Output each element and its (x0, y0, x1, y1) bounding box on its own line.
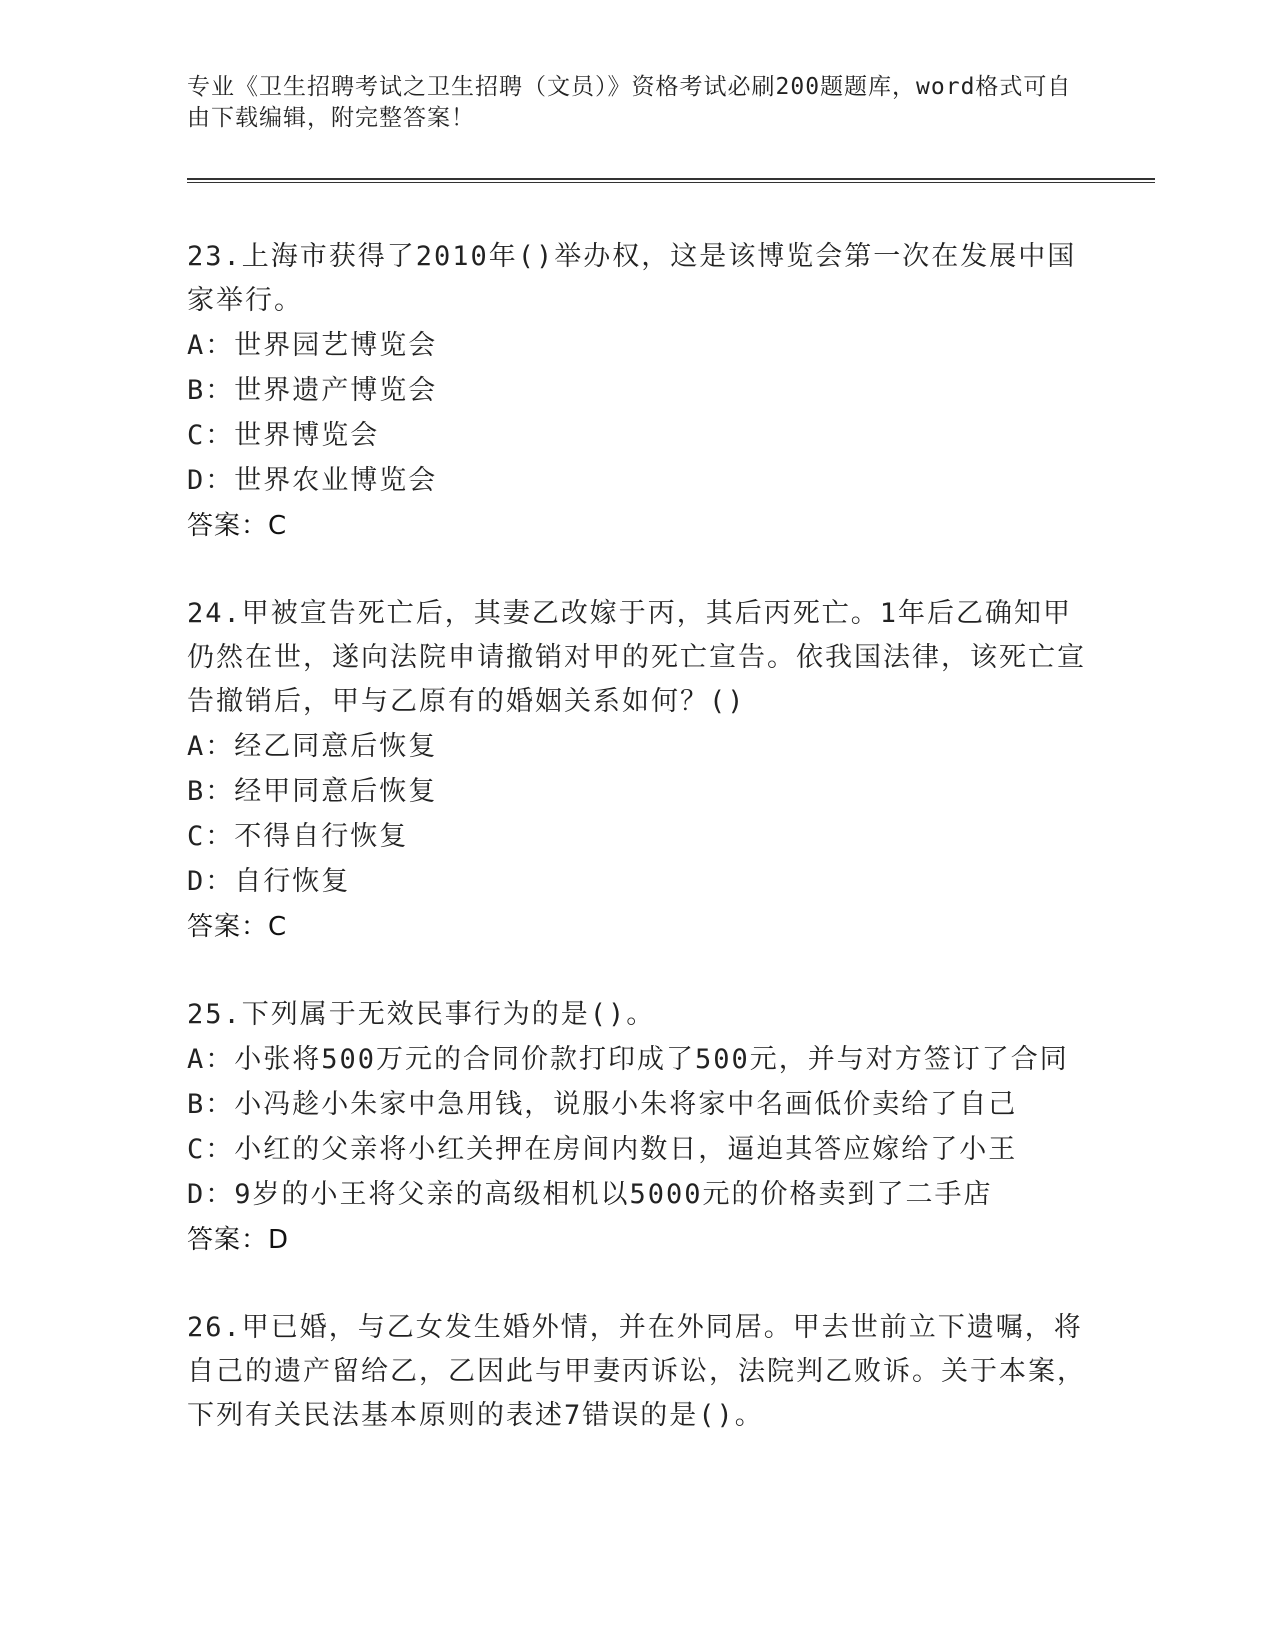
question-list (187, 235, 1087, 1481)
question-24 (187, 592, 1087, 950)
option-c: C：小红的父亲将小红关押在房间内数日，逼迫其答应嫁给了小王 (187, 1134, 1018, 1165)
option-d: D：9岁的小王将父亲的高级相机以5000元的价格卖到了二手店 (187, 1179, 993, 1210)
option-a: A：小张将500万元的合同价款打印成了500元，并与对方签订了合同 (187, 1044, 1069, 1075)
question-25 (187, 993, 1087, 1263)
answer-line: 答案：C (187, 912, 288, 942)
option-b: B：世界遗产博览会 (187, 375, 438, 406)
question-text: 23.上海市获得了2010年()举办权，这是该博览会第一次在发展中国家举行。 (187, 241, 1077, 316)
document-header: 专业《卫生招聘考试之卫生招聘（文员）》资格考试必刷200题题库，word格式可自由下载编辑，附完整答案！ (187, 74, 1072, 131)
question-23 (187, 235, 1087, 549)
option-d: D：自行恢复 (187, 866, 351, 897)
question-26 (187, 1306, 1087, 1438)
question-text: 26.甲已婚，与乙女发生婚外情，并在外同居。甲去世前立下遗嘱，将自己的遗产留给乙，乙因此与甲妻丙诉讼，法院判乙败诉。关于本案，下列有关民法基本原则的表述7错误的是()。 (187, 1312, 1086, 1431)
header-divider (187, 178, 1155, 183)
option-c: C：不得自行恢复 (187, 821, 409, 852)
option-a: A：世界园艺博览会 (187, 330, 438, 361)
option-a: A：经乙同意后恢复 (187, 731, 438, 762)
option-b: B：经甲同意后恢复 (187, 776, 438, 807)
option-c: C：世界博览会 (187, 420, 380, 451)
question-text: 24.甲被宣告死亡后，其妻乙改嫁于丙，其后丙死亡。1年后乙确知甲仍然在世，遂向法院申请撤销对甲的死亡宣告。依我国法律，该死亡宣告撤销后，甲与乙原有的婚姻关系如何？() (187, 598, 1086, 717)
option-b: B：小冯趁小朱家中急用钱，说服小朱将家中名画低价卖给了自己 (187, 1089, 1018, 1120)
answer-line: 答案：C (187, 511, 288, 541)
answer-line: 答案：D (187, 1225, 290, 1255)
option-d: D：世界农业博览会 (187, 465, 438, 496)
question-text: 25.下列属于无效民事行为的是()。 (187, 999, 656, 1030)
